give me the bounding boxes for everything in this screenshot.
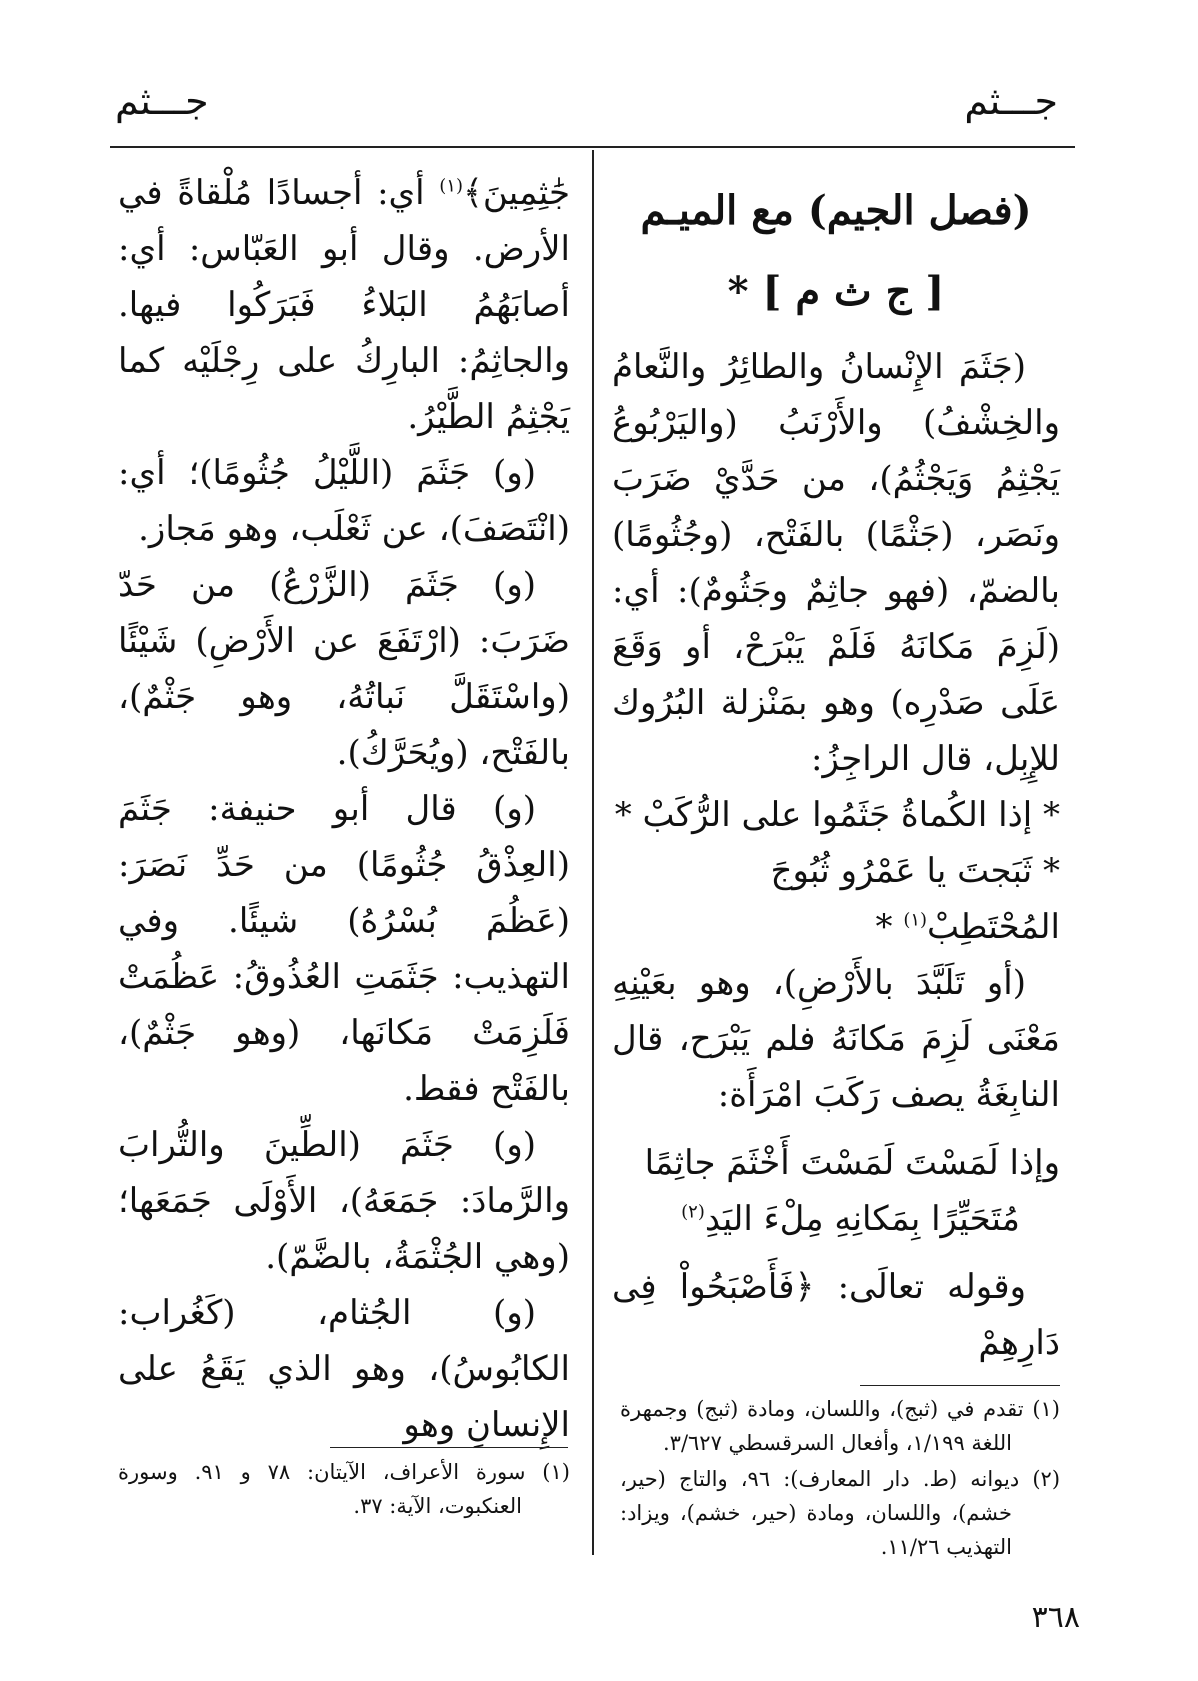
quran-intro: وقوله تعالَى: ﴿فَأَصْبَحُواْ فِى دَارِهِمْ <box>612 1267 1060 1363</box>
entry-paragraph-clay: (و) جَثَمَ (الطِّينَ والتُّرابَ والرَّمادَ: جَمَعَهُ)، الأَوْلَى جَمَعَها؛ (وهي الجُثْمَةُ، بالضَّمّ). <box>118 1125 570 1277</box>
footnote-marker: (٢) <box>681 1201 705 1223</box>
footnote-left-1: (١) سورة الأعراف، الآيتان: ٧٨ و ٩١. وسورة العنكبوت، الآية: ٣٧. <box>118 1460 570 1518</box>
entry-paragraph-crop: (و) جَثَمَ (الزَّرْعُ) من حَدّ ضَرَبَ: (ارْتَفَعَ عن الأَرْضِ) شَيْئًا (واسْتَقَلَّ نَباتُهُ، وهو جَثْمٌ)، بالفَتْح، (ويُحَرَّكُ). <box>118 565 570 773</box>
footnote-rule-left <box>330 1447 568 1448</box>
continuation-text: أي: أجسادًا مُلْقاةً في الأرض. وقال أبو العَبّاس: أي: أصابَهُمُ البَلاءُ فَبَرَكُوا فيها. والجاثِمُ: البارِكُ على رِجْلَيْه كما يَجْثِمُ الطَّيْرُ. <box>118 173 570 437</box>
poem-hemistich-1: وإذا لَمَسْتَ لَمَسْتَ أَخْثَمَ جاثِمًا <box>644 1143 1060 1183</box>
poem-hemistich-2 <box>612 1191 1060 1247</box>
entry-paragraph-2: (أو تَلَبَّدَ بالأَرْضِ)، وهو بعَيْنِهِ مَعْنَى لَزِمَ مَكانَهُ فلم يَبْرَح، قال النابِغَةُ يصف رَكَبَ امْرَأَة: <box>612 963 1060 1115</box>
poem-hemistich-2-text: مُتَحَيِّرًا بِمَكانِهِ مِلْءَ اليَدِ <box>704 1199 1020 1239</box>
rajaz-line-2-text: * ثَبَجتَ يا عَمْرُو ثُبُوجَ المُحْتَطِبْ <box>770 851 1060 947</box>
footnote-1: (١) تقدم في (ثبج)، واللسان، ومادة (ثبج) وجمهرة اللغة ١/١٩٩، وأفعال السرقسطي ٣/٦٢٧. <box>620 1397 1060 1455</box>
footnotes-left <box>118 1455 570 1525</box>
header-rule <box>110 146 1075 148</box>
section-title: (فصل الجيم) مع الميـم <box>640 187 1032 234</box>
footnote-rule-right <box>860 1385 1060 1386</box>
entry-paragraph-1: (جَثَمَ الإِنْسانُ والطائِرُ والنَّعامُ والخِشْفُ) والأَرْنَبُ (واليَرْبُوعُ يَجْثِمُ وَيَجْثُمُ)، من حَدَّيْ ضَرَبَ ونَصَر، (جَثْمًا) بالفَتْح، (وجُثُومًا) بالضمّ، (فهو جاثِمٌ وجَثُومٌ): أي: (لَزِمَ مَكانَهُ فَلَمْ يَبْرَحْ، أو وَقَعَ عَلَى صَدْرِه) وهو بمَنْزلة البُرُوك للإِبِل، قال الراجِزُ: <box>612 347 1060 779</box>
running-head-right: جـــثم <box>964 79 1058 123</box>
rajaz-line-2 <box>612 843 1060 955</box>
footnote-marker: (١) <box>903 909 928 931</box>
column-divider <box>592 150 594 1555</box>
entry-paragraph-nightmare: (و) الجُثام، (كَغُراب: الكابُوسُ)، وهو الذي يَقَعُ على الإِنسانِ وهو <box>118 1293 570 1445</box>
entry-paragraph-night: (و) جَثَمَ (اللَّيْلُ جُثُومًا)؛ أي: (انْتَصَفَ)، عن ثَعْلَب، وهو مَجاز. <box>118 453 570 549</box>
poem-verse <box>612 1135 1060 1247</box>
continuation-paragraph <box>118 165 570 445</box>
footnote-2: (٢) ديوانه (ط. دار المعارف): ٩٦، والتاج (حير، خشم)، واللسان، ومادة (حير، خشم)، ويزاد: التهذيب ١١/٢٦. <box>620 1467 1061 1559</box>
left-column <box>118 165 570 1453</box>
rajaz-line-1: * إذا الكُماةُ جَثَمُوا على الرُّكَبْ * <box>614 795 1060 835</box>
root-heading: [ ج ث م ] * <box>727 268 945 315</box>
page-number: ٣٦٨ <box>1031 1600 1080 1635</box>
footnote-marker: (١) <box>439 175 463 197</box>
running-head-left: جـــثم <box>115 79 209 123</box>
footnotes-right <box>620 1392 1060 1566</box>
quran-end: جَٰثِمِينَ﴾ <box>463 173 570 213</box>
entry-paragraph-cluster: (و) قال أبو حنيفة: جَثَمَ (العِذْقُ جُثُومًا) من حَدِّ نَصَرَ: (عَظُمَ بُسْرُهُ) شيئًا. وفي التهذيب: جَثَمَتِ العُذُوقُ: عَظُمَتْ فَلَزِمَتْ مَكانَها، (وهو جَثْمٌ)، بالفَتْح فقط. <box>118 789 570 1109</box>
right-column <box>612 165 1060 1371</box>
rajaz-line-2-end: * <box>875 907 904 947</box>
